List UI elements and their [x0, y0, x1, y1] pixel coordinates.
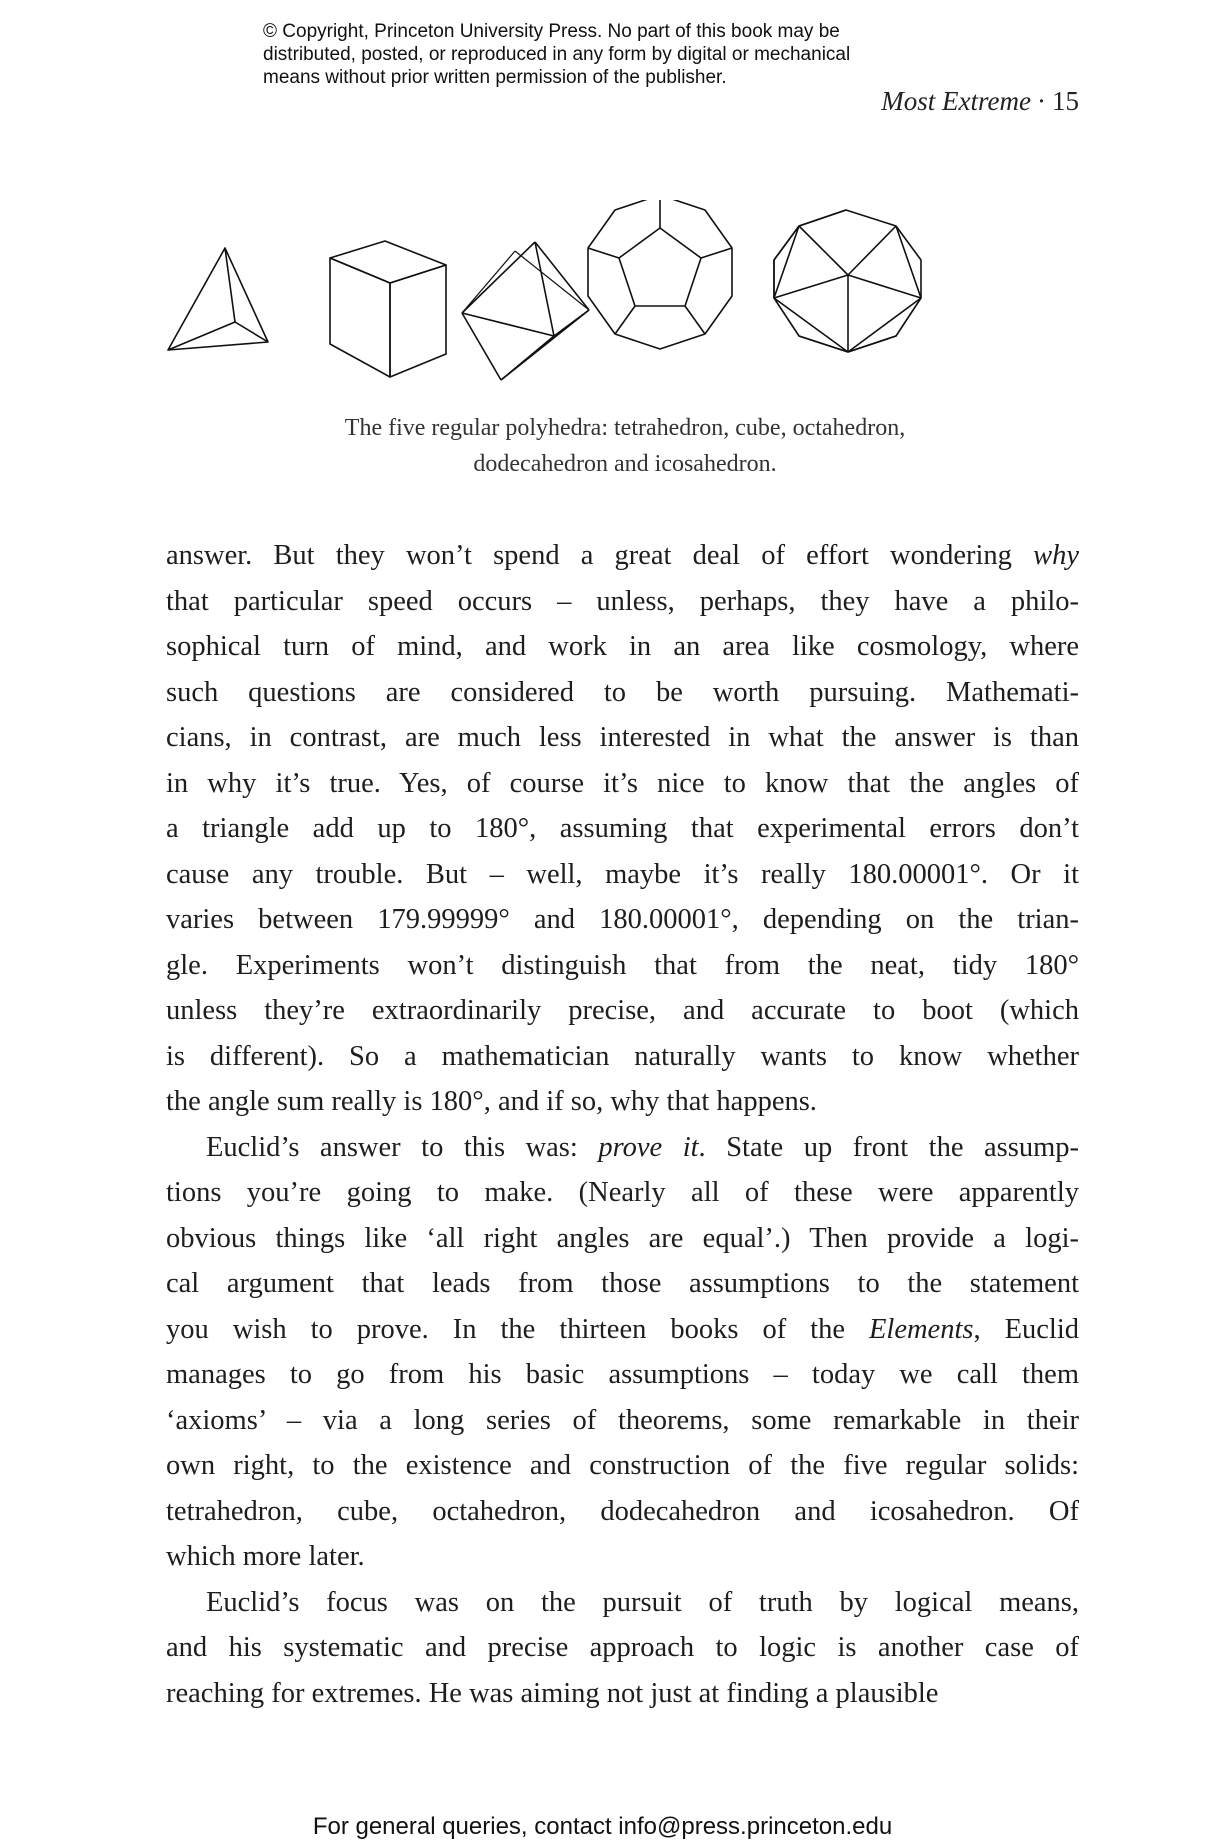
copyright-line: © Copyright, Princeton University Press. No part of this book may be: [263, 21, 840, 42]
text-line: [166, 1489, 1079, 1535]
text-run: tions you’re going to make. (Nearly all of these were apparently: [166, 1177, 1079, 1208]
text-line: [166, 806, 1079, 852]
text-line: [166, 852, 1079, 898]
text-run: cians, in contrast, are much less interested in what the answer is than: [166, 722, 1079, 753]
text-run: in why it’s true. Yes, of course it’s nice to know that the angles of: [166, 767, 1079, 799]
text-line: [166, 1580, 1079, 1626]
text-run: and his systematic and precise approach to logic is another case of: [166, 1632, 1079, 1663]
icosahedron-illustration: [774, 210, 921, 352]
copyright-notice: [263, 20, 983, 89]
text-line: [166, 1261, 1079, 1307]
tetrahedron-illustration: [168, 248, 268, 350]
text-run: , Euclid: [973, 1313, 1079, 1345]
italic-text: why: [1033, 540, 1079, 571]
copyright-line: distributed, posted, or reproduced in any form by digital or mechanical: [263, 44, 851, 65]
text-run: the angle sum really is 180°, and if so, why that happens.: [166, 1086, 817, 1117]
text-run: sophical turn of mind, and work in an area like cosmology, where: [166, 631, 1079, 662]
text-line: [166, 579, 1079, 625]
text-run: Euclid’s answer to this was:: [206, 1131, 599, 1163]
dodecahedron-illustration: [588, 200, 732, 349]
text-run: gle. Experiments won’t distinguish that from the neat, tidy 180°: [166, 949, 1079, 981]
text-line: [166, 1216, 1079, 1262]
text-line: [166, 761, 1079, 807]
text-line: [166, 624, 1079, 670]
text-run: Euclid’s focus was on the pursuit of truth by logical means,: [206, 1586, 1079, 1618]
page-number: 15: [1052, 86, 1079, 116]
text-line: [166, 1307, 1079, 1353]
text-run: which more later.: [166, 1541, 365, 1572]
text-run: you wish to prove. In the thirteen books of the: [166, 1313, 869, 1345]
text-run: is different). So a mathematician naturally wants to know whether: [166, 1040, 1079, 1072]
text-line: [166, 1170, 1079, 1216]
running-head-separator: ·: [1037, 86, 1046, 116]
italic-text: prove it: [598, 1131, 699, 1163]
figure-caption: [160, 410, 1090, 482]
running-head: [881, 86, 1079, 117]
text-line: [166, 1671, 1079, 1717]
caption-line: dodecahedron and icosahedron.: [473, 451, 777, 477]
text-run: tetrahedron, cube, octahedron, dodecahedron and icosahedron. Of: [166, 1495, 1079, 1527]
body-text: [166, 533, 1079, 1716]
text-line: [166, 1398, 1079, 1444]
text-run: obvious things like ‘all right angles are equal’.) Then provide a logi-: [166, 1222, 1079, 1254]
text-run: reaching for extremes. He was aiming not just at finding a plausible: [166, 1677, 939, 1709]
text-run: answer. But they won’t spend a great deal of effort wondering: [166, 540, 1034, 571]
text-line: [166, 533, 1079, 579]
text-run: that particular speed occurs – unless, perhaps, they have a philo-: [166, 585, 1079, 617]
octahedron-illustration: [462, 242, 589, 380]
text-line: [166, 715, 1079, 761]
text-run: a triangle add up to 180°, assuming that experimental errors don’t: [166, 813, 1079, 844]
text-line: [166, 1443, 1079, 1489]
text-run: own right, to the existence and construction of the five regular solids:: [166, 1450, 1079, 1481]
text-run: manages to go from his basic assumptions – today we call them: [166, 1359, 1079, 1390]
cube-illustration: [330, 241, 446, 377]
footer-contact: For general queries, contact info@press.princeton.edu: [312, 1813, 893, 1840]
text-line: [166, 670, 1079, 716]
text-run: unless they’re extraordinarily precise, and accurate to boot (which: [166, 995, 1079, 1026]
text-line: [166, 1079, 1079, 1125]
polyhedra-figure: [160, 200, 1090, 400]
italic-text: Elements: [869, 1313, 974, 1345]
caption-line: The five regular polyhedra: tetrahedron, cube, octahedron,: [344, 415, 906, 441]
text-line: [166, 988, 1079, 1034]
text-line: [166, 943, 1079, 989]
text-run: ‘axioms’ – via a long series of theorems, some remarkable in their: [166, 1404, 1079, 1436]
text-run: such questions are considered to be worth pursuing. Mathemati-: [166, 676, 1079, 708]
text-run: cause any trouble. But – well, maybe it’s really 180.00001°. Or it: [166, 858, 1079, 890]
text-line: [166, 1625, 1079, 1671]
text-line: [166, 1125, 1079, 1171]
text-line: [166, 1534, 1079, 1580]
text-run: varies between 179.99999° and 180.00001°, depending on the trian-: [166, 904, 1079, 935]
text-line: [166, 897, 1079, 943]
text-line: [166, 1034, 1079, 1080]
text-run: cal argument that leads from those assumptions to the statement: [166, 1268, 1079, 1299]
running-head-title: Most Extreme: [881, 86, 1031, 116]
copyright-line: means without prior written permission of the publisher.: [263, 67, 727, 88]
text-line: [166, 1352, 1079, 1398]
text-run: . State up front the assump-: [698, 1131, 1079, 1163]
